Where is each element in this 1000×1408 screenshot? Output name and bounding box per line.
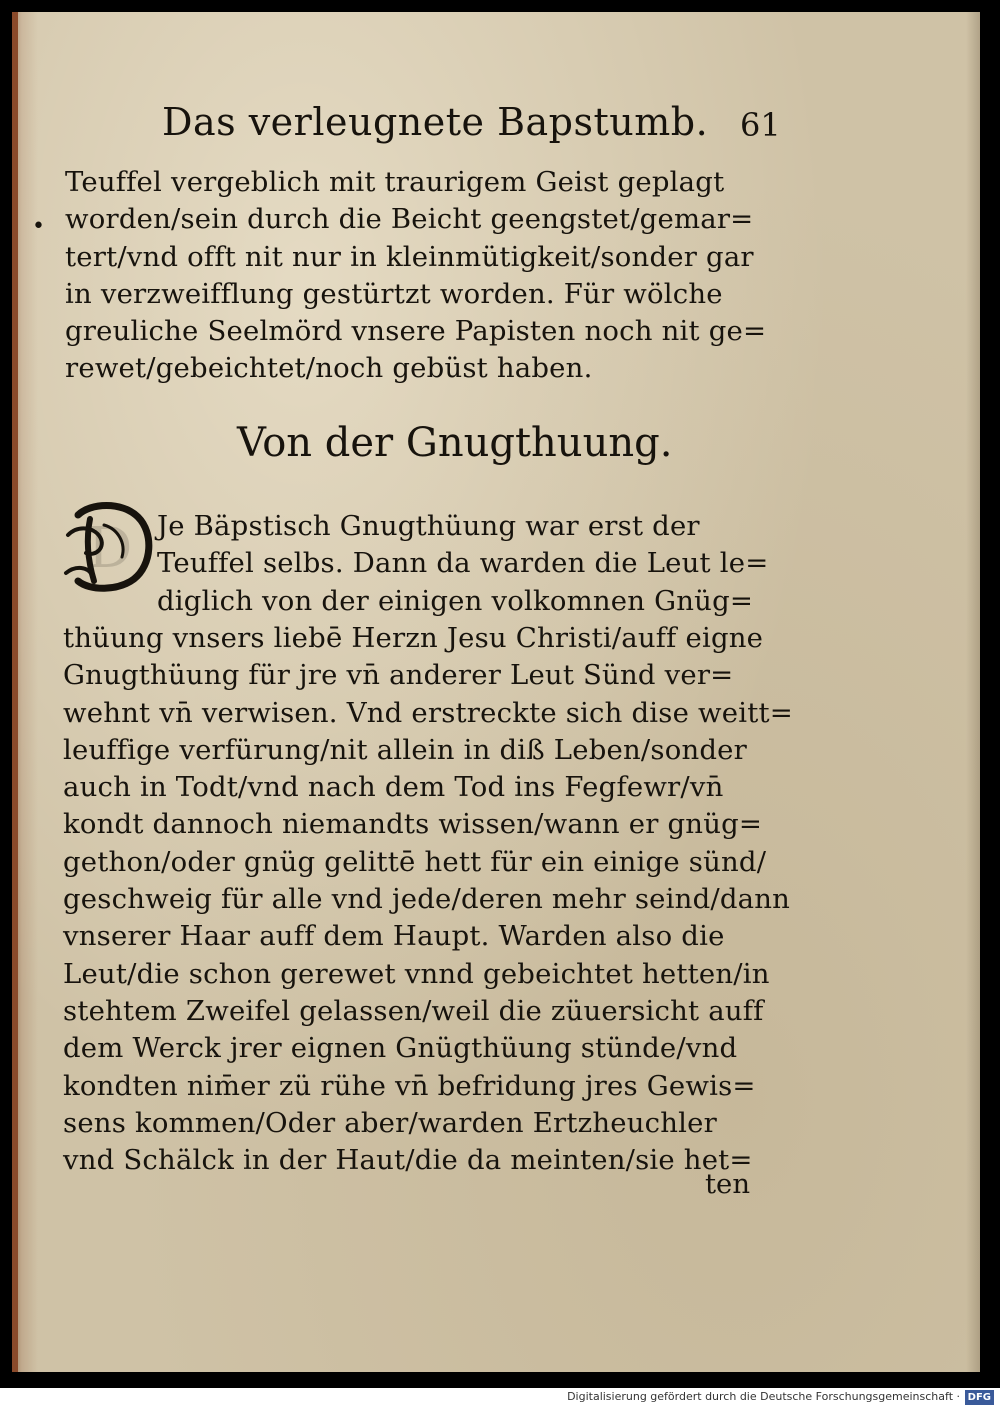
text-line: worden/sein durch die Beicht geengstet/gemar= bbox=[65, 203, 754, 236]
book-page bbox=[12, 12, 980, 1372]
text-line: dem Werck jrer eignen Gnügthüung stünde/vnd bbox=[63, 1032, 738, 1065]
text-line: wehnt vn̄ verwisen. Vnd erstreckte sich dise weitt= bbox=[63, 696, 793, 729]
text-line: Teuffel vergeblich mit traurigem Geist geplagt bbox=[65, 166, 725, 198]
text-line: gethon/oder gnüg gelittē hett für ein einige sünd/ bbox=[63, 845, 767, 878]
text-line: Leut/die schon gerewet vnnd gebeichtet hetten/in bbox=[63, 957, 770, 990]
drop-cap-letter: D bbox=[87, 516, 133, 581]
text-line: tert/vnd offt nit nur in kleinmütigkeit/sonder gar bbox=[65, 240, 754, 273]
text-line: thüung vnsers liebē Herzn Jesu Christi/auff eigne bbox=[63, 622, 764, 654]
text-line: greuliche Seelmörd vnsere Papisten noch nit ge= bbox=[65, 315, 767, 348]
text-line: sens kommen/Oder aber/warden Ertzheuchler bbox=[63, 1106, 717, 1139]
binding-edge bbox=[12, 12, 18, 1372]
text-line: Je Bäpstisch Gnugthüung war erst der bbox=[157, 510, 700, 542]
page-number: 61 bbox=[740, 106, 781, 144]
text-line: kondten nim̄er zü rühe vn̄ befridung jres Gewis= bbox=[63, 1069, 756, 1102]
running-title: Das verleugnete Bapstumb. bbox=[162, 100, 709, 144]
text-line: diglich von der einigen volkomnen Gnüg= bbox=[157, 584, 754, 617]
paragraph-2 bbox=[63, 620, 793, 1179]
text-line: Teuffel selbs. Dann da warden die Leut le= bbox=[157, 547, 769, 580]
text-line: geschweig für alle vnd jede/deren mehr seind/dann bbox=[63, 883, 791, 916]
drop-cap-ornament bbox=[60, 495, 160, 595]
text-line: auch in Todt/vnd nach dem Tod ins Fegfewr/vn̄ bbox=[63, 771, 724, 804]
text-line: Gnugthüung für jre vn̄ anderer Leut Sünd ver= bbox=[63, 659, 734, 692]
margin-mark: • bbox=[32, 214, 45, 239]
text-line: leuffige verfürung/nit allein in diß Leben/sonder bbox=[63, 733, 747, 766]
text-line: in verzweifflung gestürtzt worden. Für wölche bbox=[65, 277, 723, 310]
text-line: vnserer Haar auff dem Haupt. Warden also die bbox=[63, 920, 725, 953]
dfg-logo-icon: DFG bbox=[965, 1390, 994, 1405]
text-line: rewet/gebeichtet/noch gebüst haben. bbox=[65, 352, 593, 385]
paragraph-2-indented bbox=[157, 508, 768, 620]
text-line: kondt dannoch niemandts wissen/wann er gnüg= bbox=[63, 808, 763, 841]
funding-credit: Digitalisierung gefördert durch die Deutsche Forschungsgemeinschaft · bbox=[567, 1390, 960, 1403]
section-heading: Von der Gnugthuung. bbox=[237, 420, 673, 466]
page-edge-shadow bbox=[966, 12, 980, 1372]
paragraph-1 bbox=[65, 164, 766, 388]
text-line: vnd Schälck in der Haut/die da meinten/sie het= bbox=[63, 1144, 753, 1177]
footer-bar bbox=[0, 1388, 1000, 1408]
text-line: stehtem Zweifel gelassen/weil die züuersicht auff bbox=[63, 994, 764, 1027]
catchword: ten bbox=[705, 1168, 751, 1200]
